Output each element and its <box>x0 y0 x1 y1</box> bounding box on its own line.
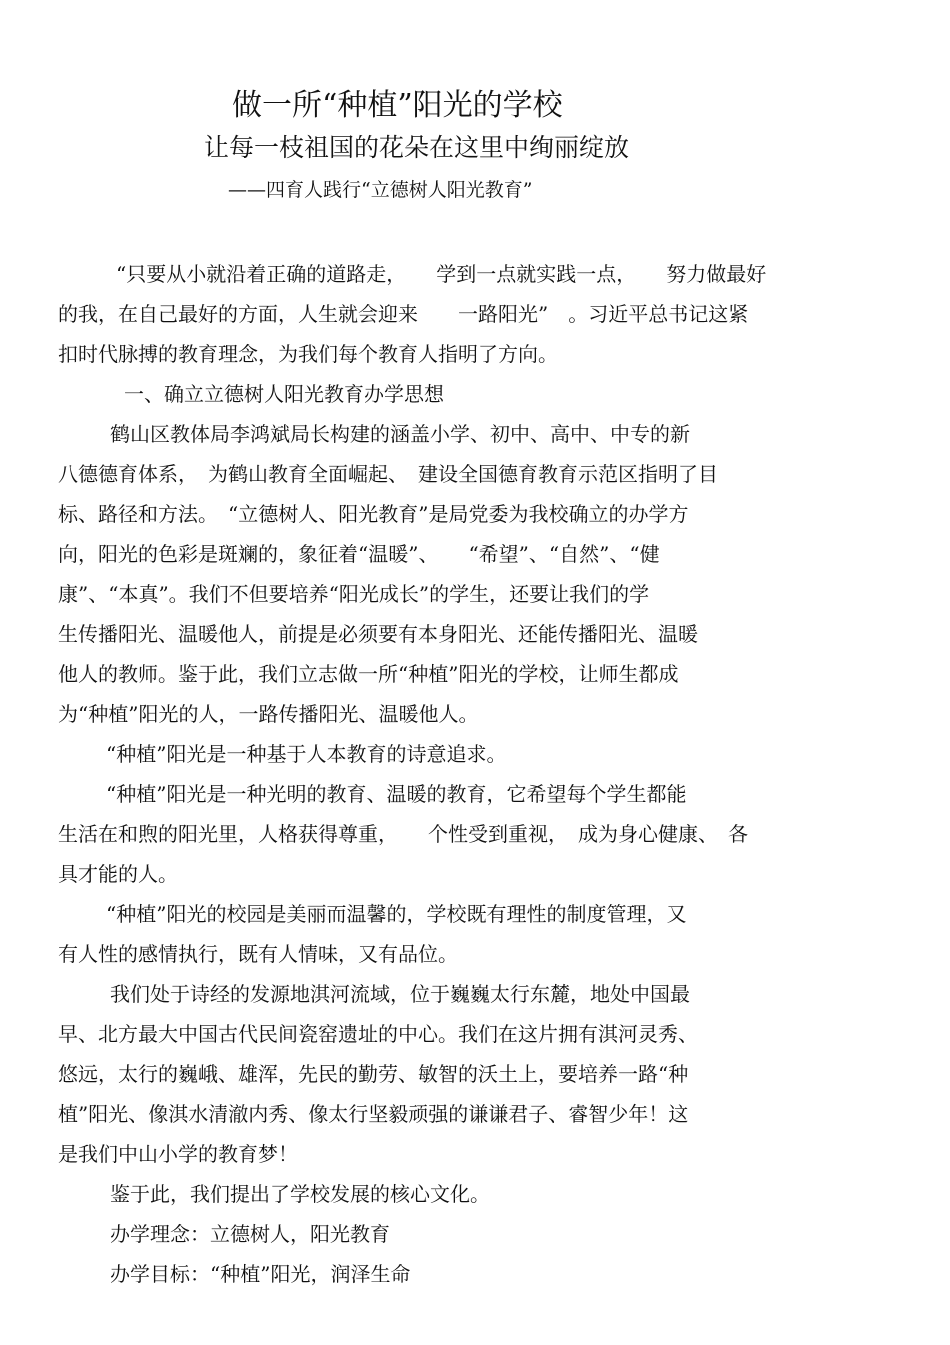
text-line: 我们处于诗经的发源地淇河流域，位于巍巍太行东麓，地处中国最 <box>110 982 690 1006</box>
text-line: 具才能的人。 <box>58 862 178 886</box>
text-line: 办学理念：立德树人，阳光教育 <box>110 1222 390 1246</box>
text-line: 鹤山区教体局李鸿斌局长构建的涵盖小学、初中、高中、中专的新 <box>110 422 690 446</box>
text-line: “种植”阳光是一种基于人本教育的诗意追求。 <box>106 742 507 766</box>
page-title: 做一所“种植”阳光的学校 <box>232 88 563 123</box>
text-line: 是我们中山小学的教育梦！ <box>58 1142 298 1166</box>
section-heading: 一、确立立德树人阳光教育办学思想 <box>124 382 444 406</box>
text-line: 扣时代脉搏的教育理念，为我们每个教育人指明了方向。 <box>58 342 558 366</box>
text-line: 办学目标：“种植”阳光，润泽生命 <box>110 1262 411 1286</box>
text-line: 有人性的感情执行，既有人情味，又有品位。 <box>58 942 458 966</box>
article-body <box>58 254 863 1294</box>
byline: ——四育人践行“立德树人阳光教育” <box>228 179 533 201</box>
text-line: 他人的教师。鉴于此，我们立志做一所“种植”阳光的学校，让师生都成 <box>58 662 679 686</box>
text-line: 标、路径和方法。 “立德树人、阳光教育”是局党委为我校确立的办学方 <box>58 502 689 526</box>
text-line: 植”阳光、像淇水清澈内秀、像太行坚毅顽强的谦谦君子、睿智少年！这 <box>58 1102 689 1126</box>
text-line: 鉴于此，我们提出了学校发展的核心文化。 <box>110 1182 490 1206</box>
text-line: 悠远，太行的巍峨、雄浑，先民的勤劳、敏智的沃土上，要培养一路“种 <box>58 1062 689 1086</box>
text-line: 向，阳光的色彩是斑斓的，象征着“温暖”、 “希望”、“自然”、“健 <box>58 542 660 566</box>
text-line: 生传播阳光、温暖他人，前提是必须要有本身阳光、还能传播阳光、温暖 <box>58 622 698 646</box>
page-subtitle: 让每一枝祖国的花朵在这里中绚丽绽放 <box>204 133 630 162</box>
text-line: “种植”阳光的校园是美丽而温馨的，学校既有理性的制度管理，又 <box>106 902 687 926</box>
text-line: 为“种植”阳光的人，一路传播阳光、温暖他人。 <box>58 702 479 726</box>
text-line: 八德德育体系， 为鹤山教育全面崛起、 建设全国德育教育示范区指明了目 <box>58 462 718 486</box>
text-line: 早、北方最大中国古代民间瓷窑遗址的中心。我们在这片拥有淇河灵秀、 <box>58 1022 698 1046</box>
text-line: “种植”阳光是一种光明的教育、温暖的教育，它希望每个学生都能 <box>106 782 687 806</box>
text-line: 的我，在自己最好的方面，人生就会迎来 一路阳光” 。习近平总书记这紧 <box>58 302 749 326</box>
text-line: “只要从小就沿着正确的道路走， 学到一点就实践一点， 努力做最好 <box>116 262 767 286</box>
text-line: 康”、“本真”。我们不但要培养“阳光成长”的学生，还要让我们的学 <box>58 582 650 606</box>
text-line: 生活在和煦的阳光里，人格获得尊重， 个性受到重视， 成为身心健康、 各 <box>58 822 748 846</box>
